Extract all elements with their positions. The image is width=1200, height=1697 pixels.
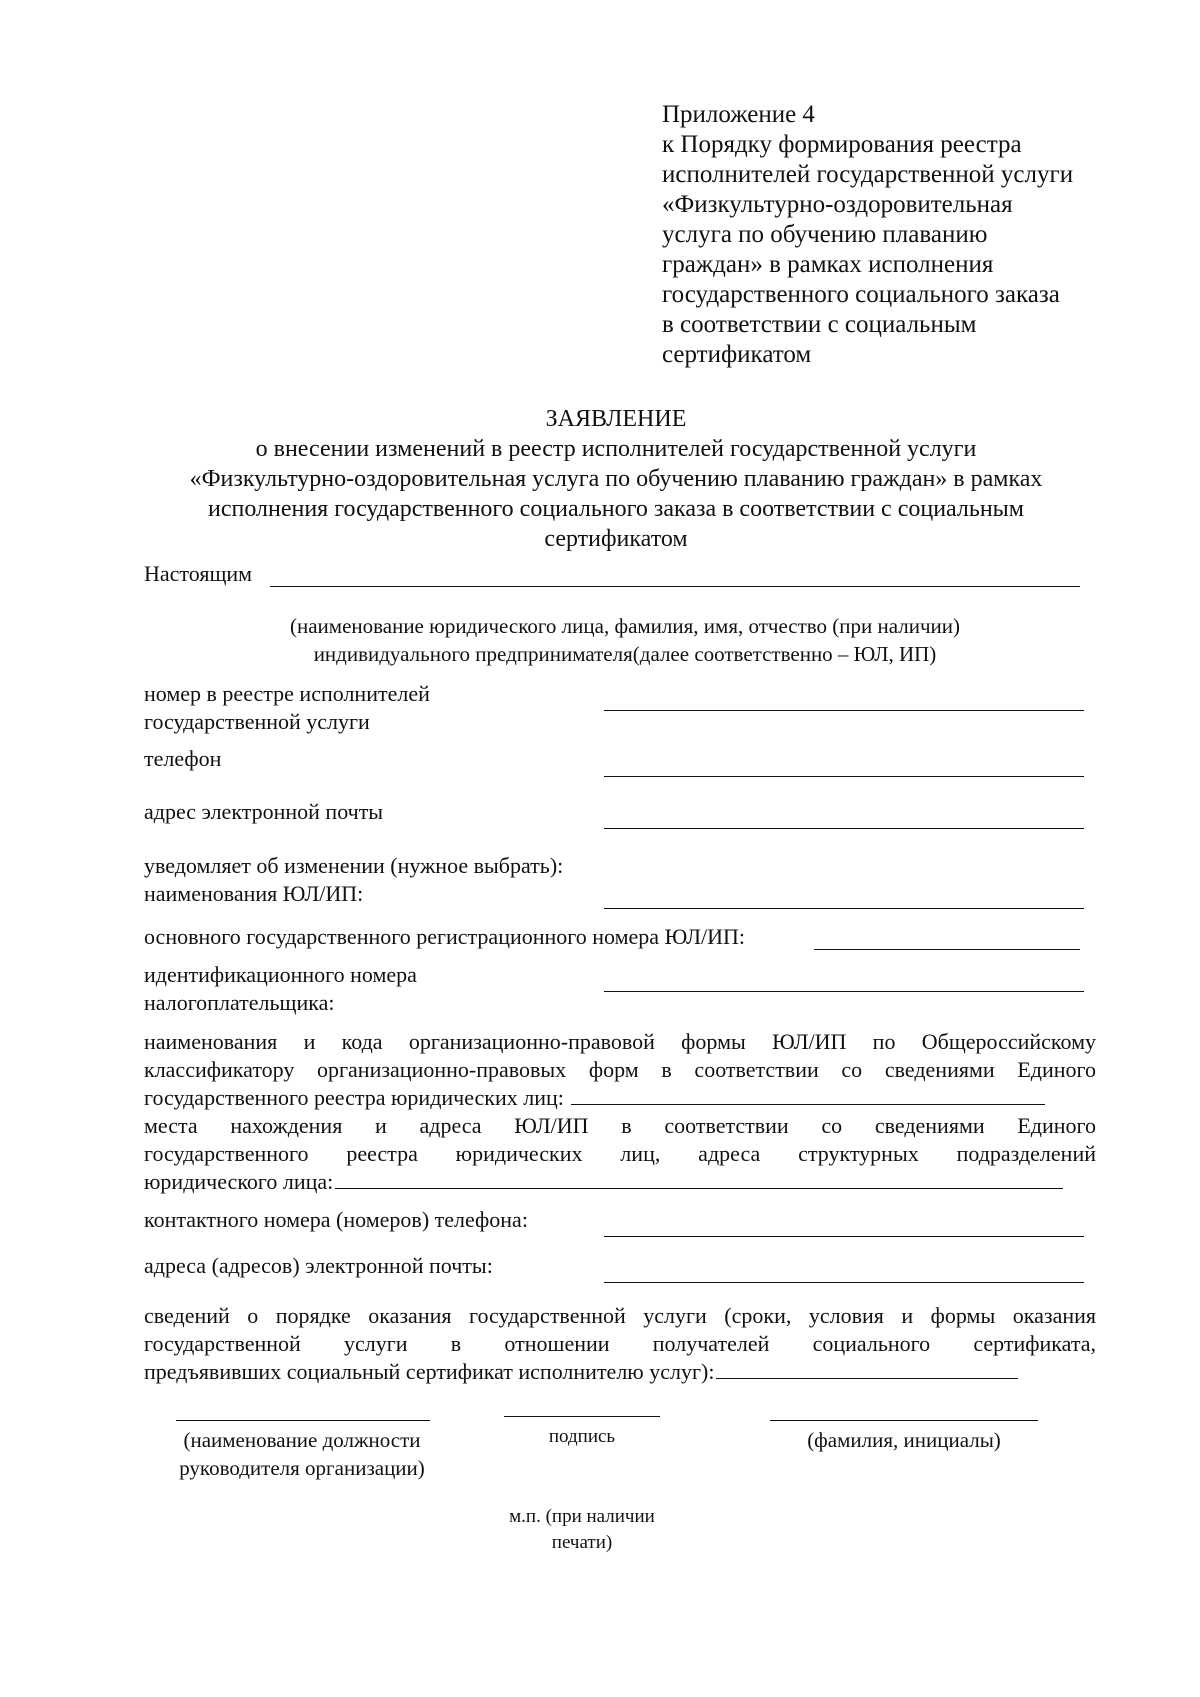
location-field[interactable] [335, 1170, 1063, 1189]
title-line: исполнения государственного социального заказа в соответствии с социальным [208, 496, 1024, 522]
notifies-label-line: наименования ЮЛ/ИП: [144, 881, 364, 906]
position-caption-line: руководителя организации) [179, 1456, 425, 1480]
applicant-name-field[interactable] [270, 586, 1080, 587]
ogrn-label: основного государственного регистрационного номера ЮЛ/ИП: [144, 924, 746, 949]
opf-line: государственного реестра юридических лиц: [144, 1085, 564, 1110]
presently-label: Настоящим [144, 561, 253, 586]
service-info-paragraph [144, 1302, 1096, 1386]
service-info-line: государственной услуги в отношении получателей социального сертификата, [144, 1331, 1096, 1356]
emails-label: адреса (адресов) электронной почты: [144, 1253, 493, 1278]
stamp-caption-line: печати) [551, 1532, 613, 1553]
contact-phones-label: контактного номера (номеров) телефона: [144, 1207, 528, 1232]
registry-number-label [144, 680, 430, 736]
name-change-field[interactable] [604, 908, 1084, 909]
title-line: о внесении изменений в реестр исполнителей государственной услуги [255, 436, 977, 462]
position-field[interactable] [176, 1420, 430, 1421]
contact-phones-field[interactable] [604, 1236, 1084, 1237]
notifies-label [144, 852, 563, 908]
service-info-field[interactable] [716, 1360, 1018, 1379]
notifies-label-line: уведомляет об изменении (нужное выбрать): [144, 853, 564, 878]
opf-line: классификатору организационно-правовых форм в соответствии со сведениями Единого [144, 1057, 1096, 1082]
registry-number-label-line: номер в реестре исполнителей [144, 681, 430, 706]
phone-field[interactable] [604, 776, 1084, 777]
opf-paragraph [144, 1028, 1096, 1112]
title-line: «Физкультурно-оздоровительная услуга по обучению плаванию граждан» в рамках [189, 466, 1043, 492]
opf-last-line [144, 1084, 1096, 1112]
appendix-line: к Порядку формирования реестра [662, 131, 1022, 158]
opf-line: наименования и кода организационно-правовой формы ЮЛ/ИП по Общероссийскому [144, 1029, 1096, 1054]
position-caption [150, 1426, 454, 1482]
applicant-hint [160, 612, 1090, 668]
inn-field[interactable] [604, 991, 1084, 992]
appendix-line: граждан» в рамках исполнения [662, 251, 994, 278]
appendix-line: государственного социального заказа [662, 281, 1060, 308]
location-last-line [144, 1168, 1096, 1196]
title-line: сертификатом [544, 526, 688, 552]
email-label: адрес электронной почты [144, 799, 384, 824]
position-caption-line: (наименование должности [183, 1428, 421, 1452]
service-info-line: предъявивших социальный сертификат исполнителю услуг): [144, 1359, 715, 1384]
service-info-line: сведений о порядке оказания государственной услуги (сроки, условия и формы оказания [144, 1303, 1096, 1328]
location-paragraph [144, 1112, 1096, 1196]
inn-label-line: идентификационного номера [144, 962, 417, 987]
appendix-line: «Физкультурно-оздоровительная [662, 191, 1013, 218]
registry-number-label-line: государственной услуги [144, 709, 370, 734]
registry-number-field[interactable] [604, 710, 1084, 711]
signature-caption: подпись [548, 1426, 616, 1447]
appendix-header [662, 100, 1132, 370]
ogrn-field[interactable] [814, 949, 1080, 950]
phone-label: телефон [144, 746, 222, 771]
service-info-last-line [144, 1358, 1096, 1386]
full-name-field[interactable] [770, 1420, 1038, 1421]
stamp-caption [462, 1504, 702, 1556]
location-line: государственного реестра юридических лиц, адреса структурных подразделений [144, 1141, 1096, 1166]
full-name-caption: (фамилия, инициалы) [807, 1428, 1001, 1452]
inn-label [144, 961, 417, 1017]
appendix-line: в соответствии с социальным [662, 311, 977, 338]
applicant-hint-line: (наименование юридического лица, фамилия, имя, отчество (при наличии) [289, 614, 961, 638]
stamp-caption-line: м.п. (при наличии [509, 1506, 655, 1527]
signature-field[interactable] [504, 1416, 660, 1417]
appendix-line: сертификатом [662, 341, 812, 368]
location-line: юридического лица: [144, 1169, 334, 1194]
title-heading: ЗАЯВЛЕНИЕ [545, 406, 687, 432]
opf-field[interactable] [571, 1086, 1045, 1105]
appendix-line: исполнителей государственной услуги [662, 161, 1074, 188]
location-line: места нахождения и адреса ЮЛ/ИП в соответствии со сведениями Единого [144, 1113, 1096, 1138]
inn-label-line: налогоплательщика: [144, 990, 335, 1015]
document-title [130, 404, 1102, 554]
appendix-line: услуга по обучению плаванию [662, 221, 988, 248]
emails-field[interactable] [604, 1282, 1084, 1283]
email-field[interactable] [604, 828, 1084, 829]
appendix-line: Приложение 4 [662, 101, 815, 128]
applicant-hint-line: индивидуального предпринимателя(далее соответственно – ЮЛ, ИП) [313, 642, 937, 666]
